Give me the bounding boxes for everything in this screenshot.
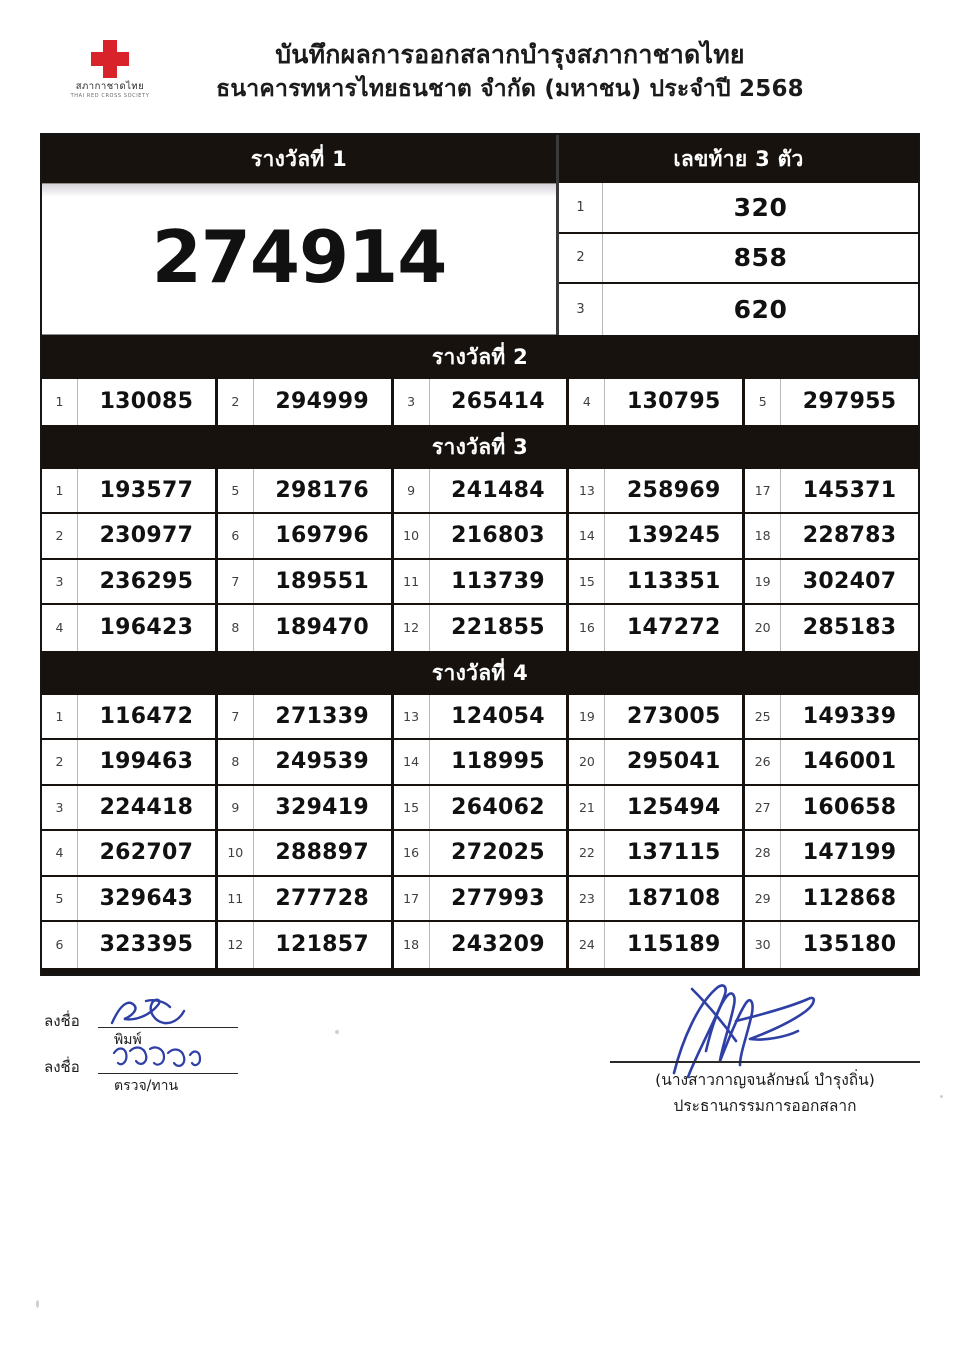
cell-number: 277728 <box>275 885 370 911</box>
prize-cell <box>394 514 570 560</box>
prize-cell <box>745 469 918 515</box>
cell-index: 18 <box>394 922 430 968</box>
prize-cell <box>745 695 918 741</box>
prize-cell <box>569 831 745 877</box>
prize-cell <box>42 514 218 560</box>
cell-index: 3 <box>394 379 430 425</box>
prize-cell <box>218 605 394 651</box>
scan-speck <box>335 1030 339 1034</box>
cell-index: 9 <box>218 786 254 830</box>
cell-index: 15 <box>394 786 430 830</box>
scan-speck <box>36 1300 39 1308</box>
prize-cell <box>569 514 745 560</box>
cell-number: 264062 <box>451 794 545 820</box>
cell-index: 13 <box>394 695 430 739</box>
signature-footer <box>0 985 960 1135</box>
cell-number: 329419 <box>275 794 370 820</box>
table-row <box>42 877 918 923</box>
prize3-header: รางวัลที่ 3 <box>42 425 918 469</box>
cell-number: 146001 <box>802 749 897 775</box>
sign-label: ลงชื่อ <box>44 1058 80 1076</box>
cell-index: 4 <box>42 605 78 651</box>
signature-role: ตรวจ/ทาน <box>114 1078 179 1094</box>
cell-index: 22 <box>569 831 605 875</box>
table-row <box>559 183 918 234</box>
cell-number: 216803 <box>451 523 545 549</box>
prize-cell <box>394 605 570 651</box>
prize-cell <box>42 469 218 515</box>
document-header <box>0 0 960 128</box>
cell-number: 160658 <box>802 794 897 820</box>
cell-number: 273005 <box>626 703 721 729</box>
table-row <box>42 469 918 515</box>
prize1-number: 274914 <box>151 215 447 299</box>
prize-cell <box>569 605 745 651</box>
cell-index: 1 <box>42 379 78 425</box>
prize-cell <box>745 922 918 968</box>
cell-index: 10 <box>218 831 254 875</box>
cell-number: 196423 <box>99 615 194 641</box>
cell-number: 294999 <box>275 389 370 415</box>
signature-line <box>610 1061 920 1063</box>
prize-cell <box>42 560 218 606</box>
cell-number: 323395 <box>99 932 194 958</box>
prize1-number-cell <box>42 183 556 335</box>
cell-number: 130795 <box>626 389 721 415</box>
cell-number: 187108 <box>626 885 721 911</box>
prize2-header: รางวัลที่ 2 <box>42 335 918 379</box>
top-region <box>42 135 918 335</box>
prize-cell <box>218 831 394 877</box>
cell-number: 243209 <box>451 932 545 958</box>
cell-number: 297955 <box>802 389 897 415</box>
table-row <box>42 786 918 832</box>
cell-index: 13 <box>569 469 605 513</box>
lottery-results-table <box>40 133 920 976</box>
prize-cell <box>745 379 918 425</box>
prize4-header: รางวัลที่ 4 <box>42 651 918 695</box>
table-bottom-edge <box>42 968 918 974</box>
thai-red-cross-logo <box>56 40 164 99</box>
cell-index: 6 <box>42 922 78 968</box>
prize-cell <box>218 740 394 786</box>
cell-number: 298176 <box>275 477 370 503</box>
scan-speck <box>940 1095 943 1098</box>
cell-index: 4 <box>569 379 605 425</box>
cell-index: 14 <box>569 514 605 558</box>
table-row <box>42 379 918 425</box>
cell-index: 21 <box>569 786 605 830</box>
prize-cell <box>218 786 394 832</box>
cell-index: 11 <box>394 560 430 604</box>
cell-index: 2 <box>42 514 78 558</box>
prize2-grid <box>42 379 918 425</box>
prize-cell <box>394 379 570 425</box>
prize-cell <box>569 379 745 425</box>
cell-index: 1 <box>42 695 78 739</box>
cell-number: 258969 <box>626 477 721 503</box>
signature-row-checker <box>44 1043 374 1094</box>
cell-number: 236295 <box>99 568 194 594</box>
left-signature-block <box>44 997 374 1094</box>
row-index: 3 <box>559 284 603 335</box>
table-row <box>42 695 918 741</box>
cell-number: 118995 <box>451 749 545 775</box>
handwritten-signature <box>106 1041 236 1075</box>
cell-index: 28 <box>745 831 781 875</box>
prize-cell <box>745 877 918 923</box>
prize-cell <box>42 922 218 968</box>
cell-number: 295041 <box>626 749 721 775</box>
prize-cell <box>569 786 745 832</box>
sign-label: ลงชื่อ <box>44 1012 80 1030</box>
cell-number: 169796 <box>275 523 370 549</box>
cell-number: 135180 <box>802 932 897 958</box>
cell-number: 124054 <box>451 703 545 729</box>
cell-number: 137115 <box>626 840 721 866</box>
cell-index: 24 <box>569 922 605 968</box>
cell-number: 288897 <box>275 840 370 866</box>
cell-number: 272025 <box>451 840 545 866</box>
cell-number: 302407 <box>802 568 897 594</box>
chairperson-name: (นางสาวกาญจนลักษณ์ บำรุงถิ่น) <box>655 1071 875 1089</box>
cell-index: 17 <box>745 469 781 513</box>
signature-role: พิมพ์ <box>114 1032 142 1048</box>
cell-index: 14 <box>394 740 430 784</box>
cell-index: 10 <box>394 514 430 558</box>
table-row <box>42 560 918 606</box>
cell-index: 6 <box>218 514 254 558</box>
prize-cell <box>394 695 570 741</box>
cell-index: 15 <box>569 560 605 604</box>
cell-number: 262707 <box>99 840 194 866</box>
prize-cell <box>218 877 394 923</box>
cell-index: 4 <box>42 831 78 875</box>
cell-index: 19 <box>745 560 781 604</box>
prize-cell <box>42 786 218 832</box>
table-row <box>42 922 918 968</box>
cell-index: 3 <box>42 560 78 604</box>
prize1-section <box>42 135 559 335</box>
cell-number: 147272 <box>626 615 721 641</box>
cell-number: 271339 <box>275 703 370 729</box>
cell-index: 2 <box>218 379 254 425</box>
cell-index: 12 <box>218 922 254 968</box>
cell-number: 230977 <box>99 523 194 549</box>
prize3-grid <box>42 469 918 651</box>
prize-cell <box>42 740 218 786</box>
prize-cell <box>218 379 394 425</box>
cell-number: 125494 <box>626 794 721 820</box>
cell-index: 16 <box>569 605 605 651</box>
prize-cell <box>42 831 218 877</box>
prize-cell <box>218 695 394 741</box>
cell-number: 329643 <box>99 885 194 911</box>
logo-thai-name: สภากาชาดไทย <box>75 81 145 92</box>
signature-row-typist <box>44 997 374 1048</box>
cell-index: 27 <box>745 786 781 830</box>
prize-cell <box>42 605 218 651</box>
cell-number: 221855 <box>451 615 545 641</box>
cell-index: 17 <box>394 877 430 921</box>
cell-number: 193577 <box>99 477 194 503</box>
row-number: 858 <box>733 243 788 273</box>
cell-index: 3 <box>42 786 78 830</box>
cell-index: 20 <box>569 740 605 784</box>
prize-cell <box>745 740 918 786</box>
cell-number: 147199 <box>802 840 897 866</box>
cell-index: 29 <box>745 877 781 921</box>
cell-number: 145371 <box>802 477 897 503</box>
table-row <box>559 284 918 335</box>
cell-index: 12 <box>394 605 430 651</box>
cell-index: 23 <box>569 877 605 921</box>
row-index: 1 <box>559 183 603 232</box>
last3-header: เลขท้าย 3 ตัว <box>559 135 918 183</box>
table-row <box>42 514 918 560</box>
handwritten-signature <box>640 981 860 1071</box>
title-line-2: ธนาคารทหารไทยธนชาต จำกัด (มหาชน) ประจำปี 2568 <box>216 75 804 102</box>
prize-cell <box>569 877 745 923</box>
prize-cell <box>745 831 918 877</box>
cell-number: 116472 <box>99 703 194 729</box>
cell-number: 113351 <box>626 568 721 594</box>
red-cross-icon <box>91 40 129 78</box>
prize-cell <box>745 786 918 832</box>
last3-rows <box>559 183 918 335</box>
cell-number: 130085 <box>99 389 194 415</box>
prize-cell <box>569 922 745 968</box>
cell-number: 224418 <box>99 794 194 820</box>
cell-index: 30 <box>745 922 781 968</box>
cell-index: 25 <box>745 695 781 739</box>
cell-number: 189470 <box>275 615 370 641</box>
cell-index: 8 <box>218 740 254 784</box>
prize1-header: รางวัลที่ 1 <box>42 135 556 183</box>
cell-number: 285183 <box>802 615 897 641</box>
cell-number: 121857 <box>275 932 370 958</box>
last3-section <box>559 135 918 335</box>
cell-number: 149339 <box>802 703 897 729</box>
cell-number: 189551 <box>275 568 370 594</box>
prize-cell <box>745 560 918 606</box>
prize-cell <box>745 514 918 560</box>
prize-cell <box>394 877 570 923</box>
prize-cell <box>569 740 745 786</box>
prize4-grid <box>42 695 918 968</box>
table-row <box>42 605 918 651</box>
page-title <box>170 38 850 106</box>
cell-index: 9 <box>394 469 430 513</box>
chairperson-role: ประธานกรรมการออกสลาก <box>673 1097 857 1115</box>
prize-cell <box>42 379 218 425</box>
cell-number: 139245 <box>626 523 721 549</box>
cell-index: 18 <box>745 514 781 558</box>
prize-cell <box>218 560 394 606</box>
cell-index: 7 <box>218 695 254 739</box>
prize-cell <box>394 922 570 968</box>
prize-cell <box>394 831 570 877</box>
prize-cell <box>745 605 918 651</box>
logo-english-name: THAI RED CROSS SOCIETY <box>70 93 150 100</box>
prize-cell <box>394 469 570 515</box>
cell-number: 277993 <box>451 885 545 911</box>
cell-index: 5 <box>745 379 781 425</box>
prize-cell <box>394 740 570 786</box>
prize-cell <box>569 695 745 741</box>
cell-number: 265414 <box>451 389 545 415</box>
row-number: 320 <box>733 192 788 222</box>
handwritten-signature <box>106 995 236 1029</box>
row-index: 2 <box>559 234 603 283</box>
cell-index: 1 <box>42 469 78 513</box>
cell-number: 199463 <box>99 749 194 775</box>
prize-cell <box>42 877 218 923</box>
table-row <box>42 831 918 877</box>
row-number: 620 <box>733 294 788 324</box>
table-row <box>42 740 918 786</box>
prize-cell <box>394 786 570 832</box>
cell-index: 7 <box>218 560 254 604</box>
cell-index: 16 <box>394 831 430 875</box>
prize-cell <box>569 469 745 515</box>
cell-index: 11 <box>218 877 254 921</box>
cell-number: 241484 <box>451 477 545 503</box>
title-line-1: บันทึกผลการออกสลากบำรุงสภากาชาดไทย <box>275 40 745 69</box>
cell-index: 5 <box>218 469 254 513</box>
cell-number: 113739 <box>451 568 545 594</box>
cell-number: 228783 <box>802 523 897 549</box>
prize-cell <box>218 922 394 968</box>
cell-index: 26 <box>745 740 781 784</box>
cell-number: 115189 <box>626 932 721 958</box>
cell-index: 8 <box>218 605 254 651</box>
prize-cell <box>394 560 570 606</box>
prize-cell <box>569 560 745 606</box>
cell-index: 19 <box>569 695 605 739</box>
cell-index: 2 <box>42 740 78 784</box>
cell-number: 249539 <box>275 749 370 775</box>
prize-cell <box>218 469 394 515</box>
prize-cell <box>218 514 394 560</box>
cell-index: 5 <box>42 877 78 921</box>
prize-cell <box>42 695 218 741</box>
cell-number: 112868 <box>802 885 897 911</box>
table-row <box>559 234 918 285</box>
cell-index: 20 <box>745 605 781 651</box>
